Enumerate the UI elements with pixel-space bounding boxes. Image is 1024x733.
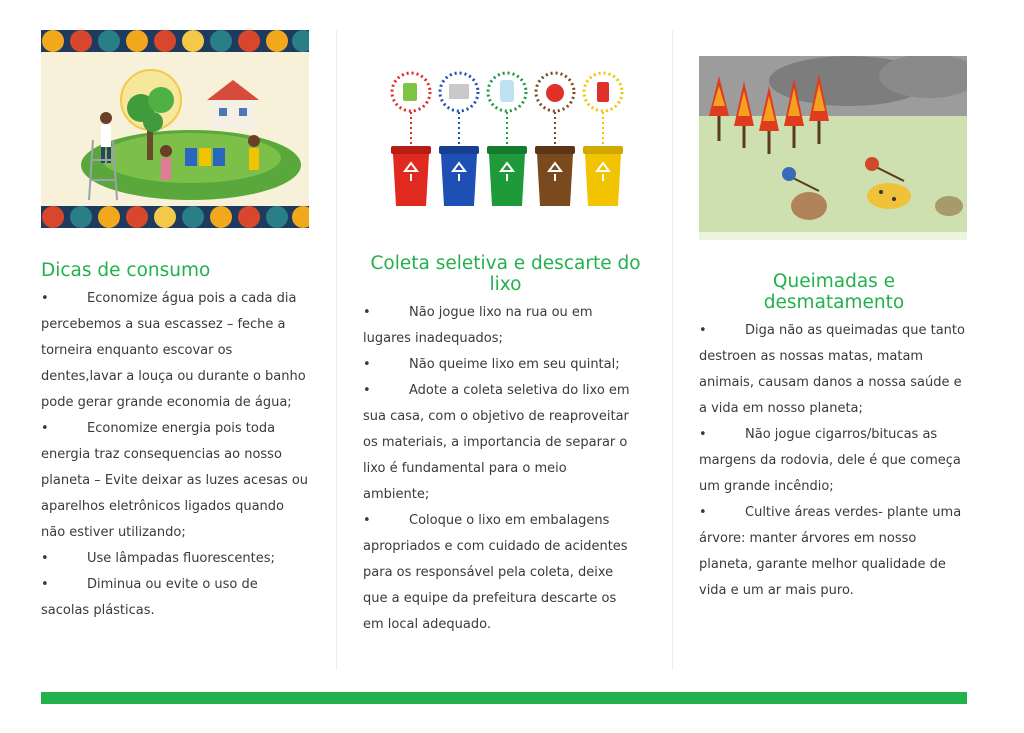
list-item: • Não jogue cigarros/bitucas as margens da rodovia, dele é que começa um grande incêndio; [699, 427, 961, 494]
recycling-bins-illustration [385, 66, 625, 212]
middle-heading: Coleta seletiva e descarte do lixo [370, 253, 641, 295]
wildfire-cartoon [699, 56, 967, 240]
list-item: • Cultive áreas verdes- plante uma árvore: manter árvores em nosso planeta, garante melhor qualidade de vida e um ar mais puro. [699, 505, 962, 598]
list-item: • Diga não as queimadas que tanto destroen as nossas matas, matam animais, causam danos a nossa saúde e a vida em nosso planeta; [699, 323, 965, 416]
left-list [41, 286, 309, 624]
right-list [699, 318, 967, 604]
list-item: • Economize água pois a cada dia percebemos a sua escassez – feche a torneira enquanto escovar os dentes,lavar a louça ou durante o banho pode gerar grande economia de água; [41, 291, 306, 410]
bin-icon [391, 73, 431, 206]
divider-right [672, 30, 673, 670]
bin-icon [439, 73, 479, 206]
right-heading: Queimadas e desmatamento [763, 271, 905, 313]
bin-icon [487, 73, 527, 206]
list-item: • Não queime lixo em seu quintal; [363, 357, 620, 372]
divider-left [336, 30, 337, 670]
list-item: • Não jogue lixo na rua ou em lugares inadequados; [363, 305, 593, 346]
left-heading: Dicas de consumo [41, 260, 211, 281]
bin-icon [535, 73, 575, 206]
eco-illustration [41, 30, 309, 228]
middle-list-clip [363, 300, 631, 674]
list-item: • Coloque o lixo em embalagens apropriados e com cuidado de acidentes para os responsável pela coleta, deixe que a equipe da prefeitura descarte os em local adequado. [363, 513, 628, 632]
list-item: • Economize energia pois toda energia traz consequencias ao nosso planeta – Evite deixar as luzes acesas ou aparelhos eletrônicos ligados quando não estiver utilizando; [41, 421, 309, 540]
footer-bar [41, 692, 967, 704]
list-item: • Use lâmpadas fluorescentes; [41, 551, 275, 566]
list-item: • Diminua ou evite o uso de sacolas plásticas. [41, 577, 258, 618]
list-item: • Adote a coleta seletiva do lixo em sua casa, com o objetivo de reaproveitar os materiais, a importancia de separar o lixo é fundamental para o meio ambiente; [363, 383, 630, 502]
middle-list [363, 300, 631, 638]
bin-icon [583, 73, 623, 206]
